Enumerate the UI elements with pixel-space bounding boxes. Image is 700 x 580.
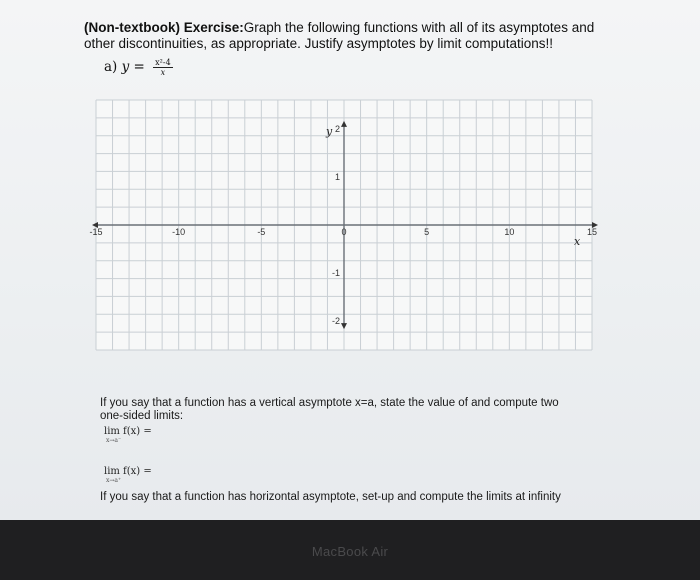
right-limit-text: lim f(x) = xyxy=(104,466,152,477)
laptop-brand-label: MacBook Air xyxy=(311,544,389,559)
left-limit-subscript: x→a⁻ xyxy=(106,437,122,444)
vertical-asymptote-instructions: If you say that a function has a vertical asymptote x=a, state the value of and compute two one-sided limits: xyxy=(100,397,559,422)
right-limit-expression xyxy=(104,466,152,484)
x-axis-label: x xyxy=(574,235,581,248)
exercise-heading-bold: (Non-textbook) Exercise: xyxy=(84,20,244,35)
left-limit-text: lim f(x) = xyxy=(104,426,152,437)
x-tick-label: 0 xyxy=(341,227,347,237)
y-tick-label: 1 xyxy=(334,171,340,182)
exercise-heading-text: Graph the following functions with all of its asymptotes and other discontinuities, as appropriate. Justify asymptotes by limit computations!! xyxy=(84,20,595,51)
y-axis-label: y xyxy=(326,124,333,138)
x-tick-label: 10 xyxy=(504,227,515,237)
function-lhs: y = xyxy=(121,59,145,75)
x-tick-label: 5 xyxy=(424,227,430,237)
x-tick-label: -10 xyxy=(172,227,186,237)
part-label: a) xyxy=(104,59,118,75)
x-tick-label: 15 xyxy=(586,227,598,237)
function-numerator: x²-4 xyxy=(155,58,171,67)
x-tick-label: -5 xyxy=(257,227,266,237)
function-denominator: x xyxy=(160,68,166,77)
y-tick-label: -1 xyxy=(331,268,340,279)
x-tick-label: -15 xyxy=(89,227,103,237)
left-limit-expression xyxy=(104,426,152,444)
right-limit-subscript: x→a⁺ xyxy=(106,477,122,484)
horizontal-asymptote-instructions: If you say that a function has horizontal asymptote, set-up and compute the limits at infinity xyxy=(100,491,561,503)
y-tick-label: 2 xyxy=(334,123,340,134)
y-tick-label: -2 xyxy=(331,316,340,327)
